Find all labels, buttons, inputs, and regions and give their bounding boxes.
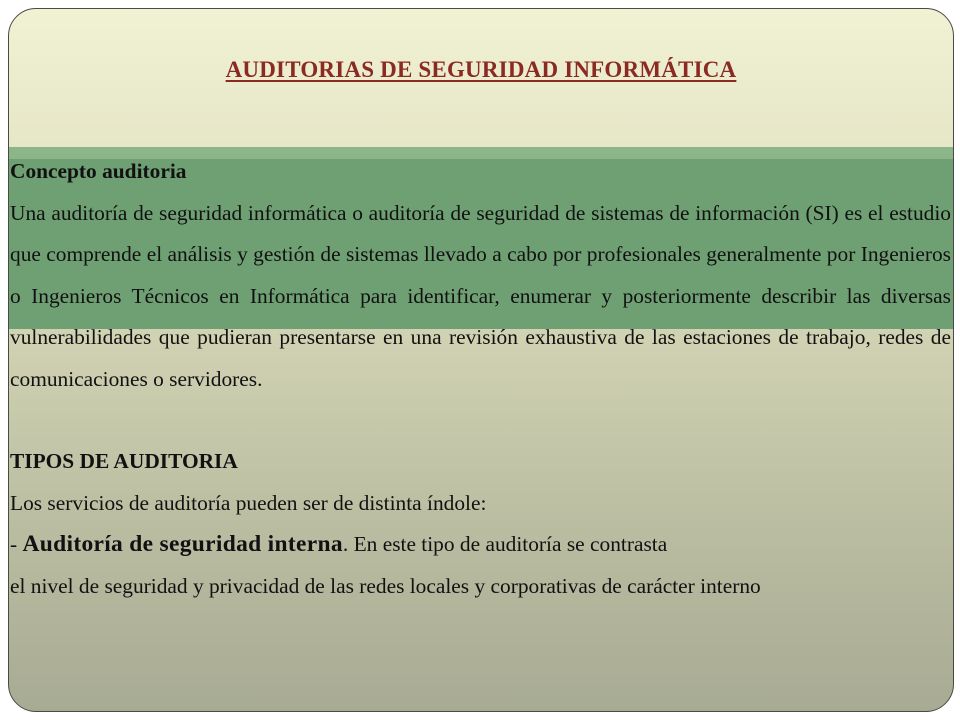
types-item-line	[10, 524, 951, 566]
concept-heading: Concepto auditoria	[10, 159, 187, 183]
concept-paragraph: Una auditoría de seguridad informática o auditoría de seguridad de sistemas de información (SI) es el estudio que comprende el análisis y gestión de sistemas llevado a cabo por profesionales generalmente por Ingenieros o Ingenieros Técnicos en Informática para identificar, enumerar y posteriormente describir las diversas vulnerabilidades que pudieran presentarse en una revisión exhaustiva de las estaciones de trabajo, redes de comunicaciones o servidores.	[10, 200, 951, 391]
types-intro: Los servicios de auditoría pueden ser de distinta índole:	[10, 490, 487, 515]
item-title: Auditoría de seguridad interna	[22, 531, 343, 557]
slide-title: AUDITORIAS DE SEGURIDAD INFORMÁTICA	[225, 57, 737, 82]
spacer	[10, 400, 951, 441]
slide	[8, 8, 954, 712]
types-item-body: el nivel de seguridad y privacidad de las redes locales y corporativas de carácter interno	[10, 573, 761, 598]
item-prefix: -	[10, 532, 23, 556]
slide-content	[10, 151, 951, 607]
item-rest: . En este tipo de auditoría se contrasta	[342, 532, 668, 556]
types-heading: TIPOS DE AUDITORIA	[10, 449, 238, 473]
